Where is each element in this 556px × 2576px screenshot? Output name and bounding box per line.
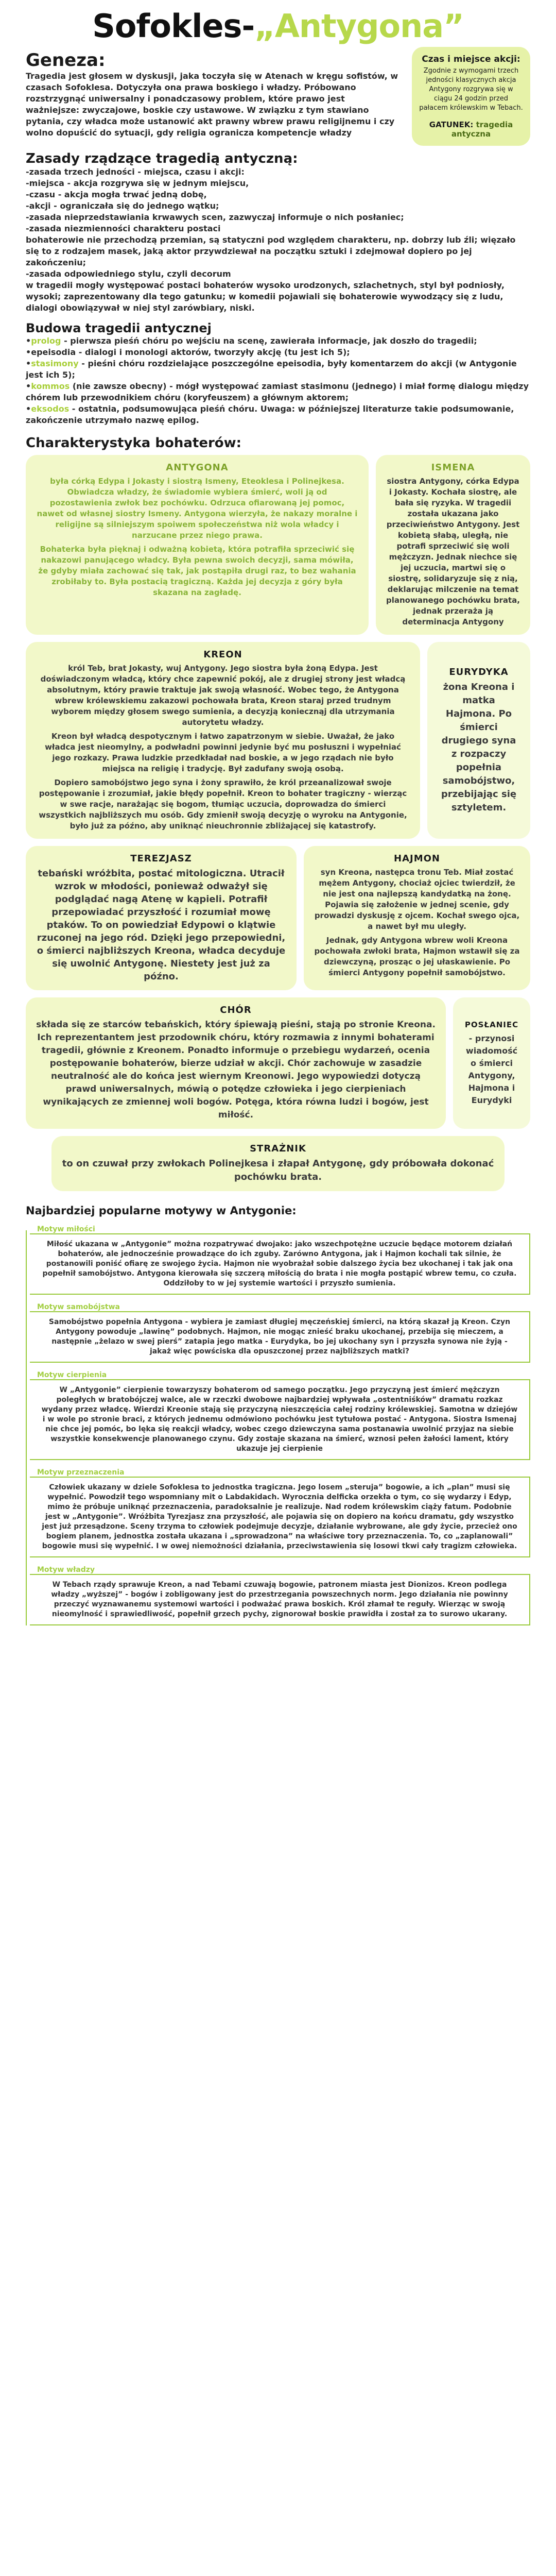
card-terezjasz — [26, 846, 297, 990]
zasady-item: -zasada trzech jedności - miejsca, czasu i akcji: — [26, 167, 245, 177]
zasady-item: -miejsca - akcja rozgrywa się w jednym miejscu, — [26, 178, 249, 188]
characters-row-3 — [26, 846, 530, 990]
card-text: tebański wróżbita, postać mitologiczna. Utracił wzrok w młodości, ponieważ odważył się podglądać nagą Atenę w kąpieli. Potrafił przepowiadać przyszłość i rozumiał mowę ptaków. To on powiedział Edypowi o klątwie rzuconej na jego ród. Dzięki jego przepowiedni, o śmierci najbliższych Kreona, władca decyduje się uwolnić Antygonę. Niestety jest już za późno. — [37, 868, 286, 982]
card-name: KREON — [203, 649, 242, 660]
gatunek-value: tragedia antyczna — [451, 120, 513, 139]
motive-wladzy — [30, 1566, 530, 1625]
motive-text: W „Antygonie” cierpienie towarzyszy bohaterom od samego początku. Jego przyczyną jest śmierć mężczyzn poległych w bratobójczej walce, ale w rzeczki dwobowe najbardziej wpływała „ostentniśków” dramatu rozkaz wydany przez władcę. Wierdzi Kreonie stają się przyczyną nieszczęścia całej rodziny królewskiej. Samotna w dziejów i w wole po stronie braci, z których jednemu odmówiono pochówku jest tytułowa postać - Antygona. Siostra Ismenaj nie chce jej pomóc, bo lęka się reakcji władcy, wobec czego dziewczyna sama postanawia uwolnić przyjaz na siebie wszystkie konsekwencje planowanego czynu. Gdy zostaje skazana na śmierć, wznosi pełen żałości lament, który ukazuje jej cierpienie — [41, 1386, 518, 1453]
card-ismena — [376, 455, 530, 635]
budowa-item: •prolog - pierwsza pieśń chóru po wejściu na scenę, zawierała informacje, jak doszło do tragedii; — [26, 336, 477, 346]
card-hajmon — [304, 846, 530, 990]
motive-label: Motyw miłości — [37, 1225, 95, 1233]
card-text: - przynosi wiadomość o śmierci Antygony, Hajmona i Eurydyki — [465, 1033, 518, 1105]
characters-row-1 — [26, 455, 530, 635]
motive-text: Miłość ukazana w „Antygonie” można rozpatrywać dwojako: jako wszechpotężne uczucie będące motorem działań bohaterów, ale jednocześnie prowadzące do ich zguby. Zarówno Antygona, jak i Hajmon kochali tak silnie, że postanowili poniść ofiarę ze swojego życia. Hajmon nie wyobrażał sobie dalszego życia bez ukochanej i tak jak ona popełnił samobójstwo. Antygona kierowała się szczerą miłością do brata i nie mogła postąpić wbrew temu, co czuła. Oddziłoby to w jej systemie wartości i przyszło sumienia. — [42, 1240, 517, 1287]
motive-box — [30, 1574, 530, 1625]
card-name: TEREZJASZ — [130, 853, 192, 864]
card-straznik — [51, 1136, 505, 1191]
geneza-text: Tragedia jest głosem w dyskusji, jaka toczyła się w Atenach w kręgu sofistów, w czasach Sofoklesa. Dotyczyła ona prawa boskiego i władzy. Próbowano rozstrzygnąć uniwersalny i ponadczasowy problem, które prawo jest ważniejsze: zwyczajowe, boskie czy ustawowe. W związku z tym stawiano pytania, czy władca może ustanowić akt prawny wbrew prawu religijnemu i czy wolno dopuścić do sytuacji, gdy religia ogranicza kompetencje władzy — [26, 71, 398, 138]
zasady-list — [26, 166, 530, 314]
motive-samobojstwa — [30, 1303, 530, 1363]
geneza-section — [26, 45, 399, 146]
card-text: składa się ze starców tebańskich, który śpiewają pieśni, stają po stronie Kreona. Ich reprezentantem jest przodownik chóru, który rozmawia z innymi bohaterami tragedii, głównie z Kreonem. Ponadto informuje o przebiegu wydarzeń, ocenia postępowanie bohaterów, bierze udział w akcji. Chór zachowuje w zasadzie neutralność ale do końca jest wiernym Kreonowi. Jego wypowiedzi dotyczą prawd uniwersalnych, mówią o potędze człowieka i jego cierpieniach wynikających ze zmiennej woli bogów. Potęga, która równa ludzi i bogów, jest miłość. — [36, 1020, 436, 1120]
budowa-desc: - ostatnia, podsumowująca pieśń chóru. Uwaga: w późniejszej literaturze takie podsumowanie, zakończenie utrzymało nazwę epilog. — [26, 404, 514, 425]
budowa-desc: - pieśni chóru rozdzielające poszczególne epeisodia, były komentarzem do akcji (w Antygonie jest ich 5); — [26, 359, 517, 380]
card-text: to on czuwał przy zwłokach Polinejkesa i złapał Antygonę, gdy próbowała dokonać pochówku brata. — [62, 1158, 494, 1182]
card-chor — [26, 997, 446, 1129]
motives-list — [26, 1225, 530, 1625]
zasady-item: -akcji - ograniczała się do jednego wątku; — [26, 201, 219, 211]
card-name: ANTYGONA — [166, 462, 229, 473]
page-title — [26, 7, 530, 45]
budowa-term: stasimony — [31, 359, 79, 368]
zasady-item: -zasada niezmienności charakteru postaci — [26, 224, 221, 233]
card-text: król Teb, brat Jokasty, wuj Antygony. Jego siostra była żoną Edypa. Jest doświadczonym władcą, który chce zapewnić pokój, ale z drugiej strony jest władcą absolutnym, który prawie traktuje jak swoją własność. Wobec tego, że Antygona wbrew królewskiemu zakazowi pochowała brata, Kreon staraj przed trudnym wyborem między głosem swego sumienia, a decyzją koniecznąj dla utrzymania autorytetu władzy. — [40, 664, 406, 727]
budowa-term: kommos — [31, 381, 70, 391]
card-text: Kreon był władcą despotycznym i łatwo zapatrzonym w siebie. Uważał, że jako władca jest nieomylny, a podwładni powinni jedynie być mu posłuszni i wypełniać jego rozkazy. Prawa ludzkie przedkładał nad boskie, a w jego rządach nie było miejsca na religię i tradycję. Był zadufany swoją osobą. — [45, 732, 401, 773]
characters-row-2 — [26, 642, 530, 839]
budowa-term: eksodos — [31, 404, 70, 414]
card-text: siostra Antygony, córka Edypa i Jokasty. Kochała siostrę, ale bała się ryzyka. W tragedii została ukazana jako przeciwieństwo Antygony. Jest kobietą słabą, uległą, nie potrafi sprzeciwić się woli mężczyzn. Jednak niechce się jej uczucia, martwi się o siostrę, solidaryzuje się z nią, deklarując milczenie na temat planowanego pochówku brata, jednak przeraża ją determinacja Antygony — [386, 477, 520, 626]
motive-cierpienia — [30, 1371, 530, 1460]
zasady-item: w tragedii mogły występować postaci bohaterów wysoko urodzonych, szlachetnych, styl był podniosły, wysoki; zaprezentowany dla tego gatunku; w komedii pojawiali się bohaterowie wywodzący się z ludu, dialogi obowiązywał w niej styl zarówbiary, niski. — [26, 280, 505, 313]
motive-box — [30, 1233, 530, 1295]
card-poslaniec — [453, 997, 530, 1129]
budowa-term: prolog — [31, 336, 61, 346]
card-text: żona Kreona i matka Hajmona. Po śmierci drugiego syna z rozpaczy popełnia samobójstwo, przebijając się sztyletem. — [441, 681, 517, 813]
characters-row-4 — [26, 997, 530, 1129]
motive-text: Człowiek ukazany w dziele Sofoklesa to jednostka tragiczna. Jego losem „steruja” bogowie, a ich „plan” musi się wypełnić. Powodził tego wspomniany mit o Labdakidach. Wyrocznia delficka orzekła o tym, co się wydarzy i Edyp, mimo że próbuje uniknąć przeznaczenia, paradoksalnie je realizuje. Nad rodem królewskim ciąży fatum. Podobnie jest w „Antygonie”. Wróżbita Tyrezjasz zna przyszłość, ale pojawia się on dopiero na końcu dramatu, gdy wszystko jest już przesądzone. Sceny trzyma to człowiek podejmuje decyzje, działanie wybrowane, ale gdy życie, przecież ono bogiem planem, jednostka została ukazana i „sprowadzona” na właściwe tory przeznaczenia. To, co „zaplanowali” bogowie musi się wypełnić. I w owej niemożności działania, przeciwstawienia się losowi tkwi cały tragizm człowieka. — [42, 1483, 517, 1550]
card-text: była córką Edypa i Jokasty i siostrą Ismeny, Eteoklesa i Polinejkesa. Obwiadcza władzy, że świadomie wybiera śmierć, woli ją od pozostawienia zwłok bez pochówku. Odrzuca ofiarowaną jej pomoc, nawet od własnej siostry Ismeny. Antygona wierzyła, że nakazy moralne i religijne są silniejszym spoiwem społeczeństwa niż wola władcy i narzucane przez niego prawa. — [37, 477, 358, 540]
budowa-desc: (nie zawsze obecny) - mógł występować zamiast stasimonu (jednego) i miał formę dialogu między chórem lub przewodnikiem chóru (koryfeuszem) a głównym aktorem; — [26, 381, 529, 402]
geneza-heading: Geneza: — [26, 50, 106, 71]
budowa-item: •eksodos - ostatnia, podsumowująca pieśń chóru. Uwaga: w późniejszej literaturze takie podsumowanie, zakończenie utrzymało nazwę epilog. — [26, 404, 514, 425]
card-text: syn Kreona, następca tronu Teb. Miał zostać mężem Antygony, chociaż ojciec twierdził, że nie jest ona najlepszą kandydatką na żonę. Pojawia się założenie w jednej scenie, gdy prowadzi dyskusję z ojcem. Kochał swego ojca, a nawet był mu uległy. — [314, 868, 520, 931]
motive-label: Motyw władzy — [37, 1566, 95, 1574]
card-name: POSŁANIEC — [464, 1020, 519, 1029]
card-kreon — [26, 642, 420, 839]
card-antygona — [26, 455, 369, 635]
budowa-item: •kommos (nie zawsze obecny) - mógł występować zamiast stasimonu (jednego) i miał formę dialogu między chórem lub przewodnikiem chóru (koryfeuszem) a głównym aktorem; — [26, 381, 529, 402]
motive-milosci — [30, 1225, 530, 1295]
card-name: STRAŻNIK — [250, 1143, 306, 1154]
title-author: Sofokles- — [92, 7, 255, 45]
motive-text: W Tebach rządy sprawuje Kreon, a nad Tebami czuwają bogowie, patronem miasta jest Dionizos. Kreon podlega władzy „wyższej” - bogów i zobligowany jest do przestrzegania powszechnych norm. Jego działania nie powinny przeczyć wyznawanemu systemowi wartości i podważać prawa boskich. Król złamał te reguły. Wierząc w swoją nieomylność i sprawiedliwość, popełnił grzech pychy, zignorował boskie prawidła i został za to surowo ukarany. — [51, 1581, 508, 1618]
czas-box — [412, 47, 530, 146]
zasady-item: -czasu - akcja mogła trwać jedną dobę, — [26, 190, 207, 199]
zasady-item: bohaterowie nie przechodzą przemian, są statyczni pod względem charakteru, np. dobrzy lub źli; więzało się to z rodzajem masek, jaką aktor przywdziewał na początku sztuki i zdejmował dopiero po jej zakończeniu; — [26, 235, 516, 267]
card-eurydyka — [427, 642, 530, 839]
gatunek — [419, 120, 523, 139]
motive-label: Motyw samobójstwa — [37, 1303, 120, 1311]
zasady-item: -zasada nieprzedstawiania krwawych scen, zazwyczaj informuje o nich posłaniec; — [26, 212, 404, 222]
budowa-list — [26, 335, 530, 426]
budowa-desc: - pierwsza pieśń chóru po wejściu na scenę, zawierała informacje, jak doszło do tragedii; — [61, 336, 477, 346]
card-name: HAJMON — [394, 853, 440, 864]
motive-box — [30, 1311, 530, 1363]
card-text: Bohaterka była pięknaj i odważną kobietą, która potrafiła sprzeciwić się nakazowi panującego władcy. Była pewna swoich decyzji, sama mówiła, że gdyby miała zachować się tak, jak postąpiła drugi raz, to bez wahania zrobiłaby to. Była postacią tragiczną. Każda jej decyzja z góry była skazana na zagładę. — [38, 545, 356, 597]
motives-heading: Najbardziej popularne motywy w Antygonie: — [26, 1205, 297, 1217]
gatunek-label: GATUNEK: — [429, 120, 474, 129]
budowa-desc: •epeisodia - dialogi i monologi aktorów, tworzyły akcję (tu jest ich 5); — [26, 347, 350, 357]
card-name: CHÓR — [220, 1005, 252, 1015]
zasady-heading: Zasady rządzące tragedią antyczną: — [26, 151, 298, 166]
motive-box — [30, 1379, 530, 1460]
motive-text: Samobójstwo popełnia Antygona - wybiera je zamiast długiej męczeńskiej śmierci, na którą skazał ją Kreon. Czyn Antygony powoduje „lawinę” podobnych. Hajmon, nie mogąc znieść braku ukochanej, przebija się mieczem, a następnie „żelazo w swej pierś” zatapia jego matka - Eurydyka, bo jej ukochany syn i przyszła synowa nie żyją - jakaż więc powściska dla opuszczonej przez najbliższych matki? — [48, 1318, 511, 1355]
characters-heading: Charakterystyka bohaterów: — [26, 435, 242, 451]
card-name: ISMENA — [431, 462, 475, 473]
card-name: EURYDYKA — [449, 666, 509, 677]
motives-line — [26, 1230, 27, 1625]
motive-label: Motyw przeznaczenia — [37, 1468, 125, 1477]
budowa-heading: Budowa tragedii antycznej — [26, 321, 212, 335]
motive-przeznaczenia — [30, 1468, 530, 1557]
budowa-item — [26, 347, 530, 358]
card-text: Jednak, gdy Antygona wbrew woli Kreona pochowała zwłoki brata, Hajmon wstawił się za dziewczyną, prosząc o jej ułaskawienie. Po śmierci Antygony popełnił samobójstwo. — [314, 936, 520, 977]
czas-heading: Czas i miejsce akcji: — [422, 54, 520, 64]
zasady-item: -zasada odpowiedniego stylu, czyli decorum — [26, 269, 231, 279]
motive-label: Motyw cierpienia — [37, 1371, 107, 1379]
title-work: „Antygona” — [254, 7, 464, 45]
czas-text: Zgodnie z wymogami trzech jedności klasycznych akcja Antygony rozgrywa się w ciągu 24 godzin przed pałacem królewskim w Tebach. — [419, 67, 523, 112]
card-text: Dopiero samobójstwo jego syna i żony sprawiło, że król przeanalizował swoje postępowanie i zrozumiał, jakie błędy popełnił. Kreon to bohater tragiczny - wierząc w swe racje, narażając się bogom, tłumiąc uczucia, doprowadza do śmierci wszystkich najbliższych mu osób. Gdy zmienił swoją decyzję o wyroku na Antygonie, było już za późno, aby uniknąć nieuchronnie zbliżającej się katastrofy. — [39, 778, 407, 831]
geneza-row — [26, 45, 530, 146]
budowa-item: •stasimony - pieśni chóru rozdzielające poszczególne epeisodia, były komentarzem do akcji (w Antygonie jest ich 5); — [26, 359, 517, 380]
motive-box — [30, 1477, 530, 1557]
